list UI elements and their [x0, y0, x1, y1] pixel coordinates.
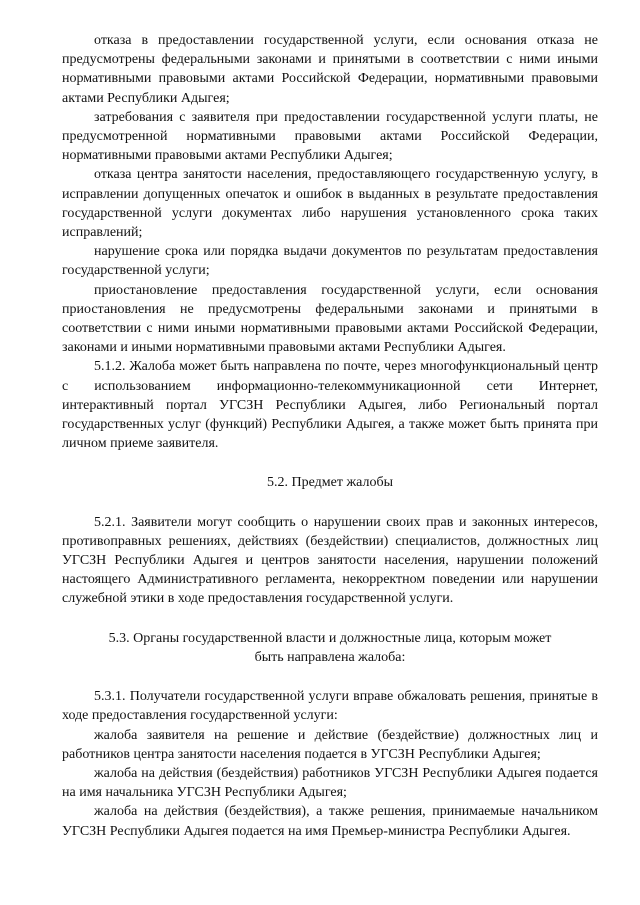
section-heading-5-2: 5.2. Предмет жалобы: [267, 475, 393, 491]
paragraph: приостановление предоставления государственной услуги, если основания приостановления не предусмотрены федеральными законами и принятыми в соответствии с ними иными нормативными правовыми актами Российской Федерации, законами и иными нормативными правовыми актами Республики Адыгея.: [62, 282, 598, 356]
paragraph: нарушение срока или порядка выдачи документов по результатам предоставления государственной услуги;: [62, 244, 598, 279]
paragraph: отказа в предоставлении государственной услуги, если основания отказа не предусмотрены федеральными законами и принятыми в соответствии с ними иными нормативными правовыми актами Российской Федерации, нормативными правовыми актами Республики Адыгея;: [62, 33, 598, 106]
spacer: [62, 493, 598, 513]
section-heading-line: 5.3. Органы государственной власти и должностные лица, которым может: [108, 630, 552, 646]
paragraph: жалоба на действия (бездействия), а также решения, принимаемые начальником УГСЗН Республики Адыгея подается на имя Премьер-министра Республики Адыгея.: [62, 804, 598, 839]
spacer: [62, 609, 598, 629]
paragraph: отказа центра занятости населения, предоставляющего государственную услугу, в исправлении допущенных опечаток и ошибок в выданных в результате предоставления государственной услуги документах либо нарушения установленного срока таких исправлений;: [62, 167, 598, 241]
paragraph: жалоба на действия (бездействия) работников УГСЗН Республики Адыгея подается на имя начальника УГСЗН Республики Адыгея;: [62, 765, 598, 801]
section-heading-line: быть направлена жалоба:: [254, 649, 406, 665]
spacer: [62, 453, 598, 473]
paragraph: 5.2.1. Заявители могут сообщить о нарушении своих прав и законных интересов, противоправных решениях, действиях (бездействии) специалистов, должностных лиц УГСЗН Республики Адыгея и центров занятости населения, нарушении положений настоящего Административного регламента, некорректном поведении или нарушении служебной этики в ходе предоставления государственной услуги.: [62, 514, 598, 607]
paragraph: затребования с заявителя при предоставлении государственной услуги платы, не предусмотренной нормативными правовыми актами Российской Федерации, нормативными правовыми актами Республики Адыгея;: [62, 109, 598, 164]
paragraph: 5.1.2. Жалоба может быть направлена по почте, через многофункциональный центр с использованием информационно-телекоммуникационной сети Интернет, интерактивный портал УГСЗН Республики Адыгея, либо Региональный портал государственных услуг (функций) Республики Адыгея, а также может быть принята при личном приеме заявителя.: [62, 359, 598, 452]
section-heading-5-3: [62, 629, 598, 667]
paragraph: жалоба заявителя на решение и действие (бездействие) должностных лиц и работников центра занятости населения подается в УГСЗН Республики Адыгея;: [62, 727, 598, 762]
spacer: [62, 667, 598, 687]
paragraph: 5.3.1. Получатели государственной услуги вправе обжаловать решения, принятые в ходе предоставления государственной услуги:: [62, 689, 598, 724]
